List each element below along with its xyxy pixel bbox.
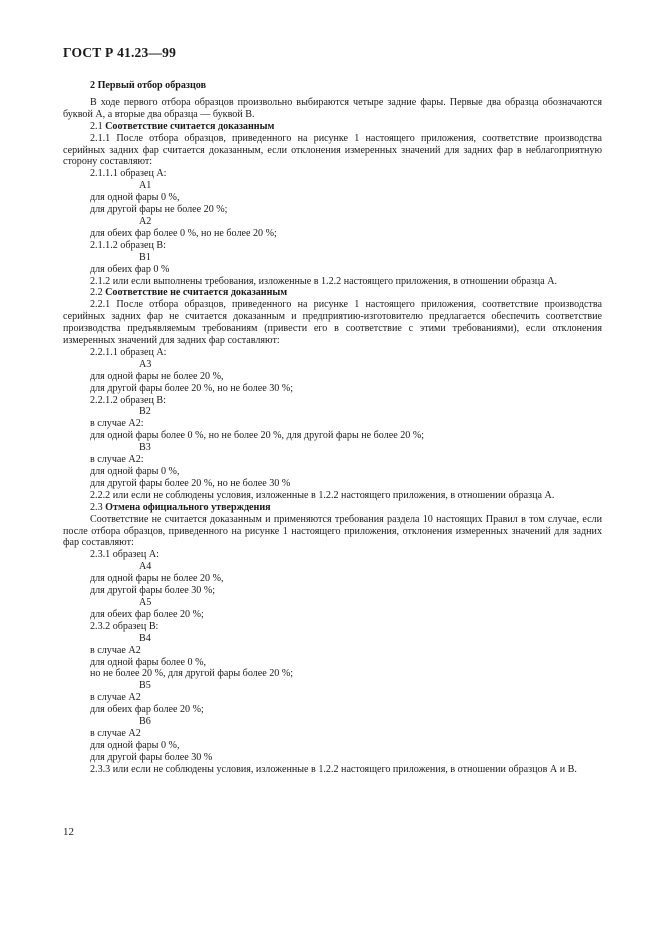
section-number: 2.3 bbox=[90, 501, 106, 513]
text-line: В3 bbox=[139, 442, 151, 454]
section-heading bbox=[90, 287, 602, 299]
text-line: 2.3.1 образец А: bbox=[90, 549, 159, 561]
text-line: В ходе первого отбора образцов произвольно выбираются четыре задние фары. Первые два образца обозначаются буквой А, а вторые два образца — буквой В. bbox=[63, 96, 602, 120]
page-header: ГОСТ Р 41.23—99 bbox=[63, 45, 177, 60]
text-line: в случае А2 bbox=[90, 727, 141, 739]
text-line: 2.1.1.2 образец В: bbox=[90, 239, 166, 251]
chapter-heading: 2 Первый отбор образцов bbox=[90, 80, 207, 91]
text-line: для одной фары 0 %, bbox=[90, 466, 180, 477]
text-line: для другой фары более 30 %; bbox=[90, 585, 216, 597]
text-line: для обеих фар 0 % bbox=[90, 263, 170, 275]
text-line: А3 bbox=[139, 358, 152, 370]
section-title: Отмена официального утверждения bbox=[105, 501, 271, 513]
text-line: Соответствие не считается доказанным и применяются требования раздела 10 настоящих Правил в том случае, если после отбора образцов, приведенного на рисунке 1 настоящего приложения, отклонения измеренных значений для задних фар составляют: bbox=[63, 513, 602, 549]
text-line: 2.1.1.1 образец А: bbox=[90, 168, 167, 180]
text-line: для одной фары более 0 %, но не более 20 %, для другой фары не более 20 %; bbox=[90, 430, 425, 442]
section-number: 2.2 bbox=[90, 287, 106, 299]
text-line: 2.1.1 После отбора образцов, приведенного на рисунке 1 настоящего приложения, соответствие производства серийных задних фар считается доказанным, если отклонения измеренных значений для задних фар в неблагоприятную сторону составляют: bbox=[63, 132, 602, 168]
text-line: для одной фары не более 20 %, bbox=[90, 573, 224, 585]
text-line: 2.2.1 После отбора образцов, приведенного на рисунке 1 настоящего приложения, соответствие производства серийных задних фар не считается доказанным и предприятию-изготовителю предлагается обеспечить соответствие производства предъявляемым требованиям (привести его в соответствие с этими требованиями), если отклонения измеренных значений для задних фар составляют: bbox=[63, 299, 602, 347]
text-line: В5 bbox=[139, 680, 151, 692]
text-line: для другой фары более 30 % bbox=[90, 751, 213, 763]
text-line: 2.2.1.1 образец А: bbox=[90, 346, 167, 358]
text-line: для одной фары 0 %, bbox=[90, 192, 180, 204]
text-line: А4 bbox=[139, 561, 152, 573]
text-line: В1 bbox=[139, 251, 151, 263]
section-heading bbox=[90, 502, 602, 514]
text-line: для обеих фар более 20 %; bbox=[90, 608, 204, 620]
text-line: В6 bbox=[139, 716, 151, 728]
text-line: в случае А2: bbox=[90, 418, 144, 430]
text-line: 2.3.2 образец В: bbox=[90, 620, 159, 632]
text-line: А2 bbox=[139, 215, 152, 227]
text-line: 2.3.3 или если не соблюдены условия, изложенные в 1.2.2 настоящего приложения, в отношении образцов А и В. bbox=[90, 763, 577, 775]
text-line: 2.2.2 или если не соблюдены условия, изложенные в 1.2.2 настоящего приложения, в отношении образца А. bbox=[90, 489, 555, 501]
text-line: для другой фары более 20 %, но не более 30 % bbox=[90, 477, 291, 489]
text-line: 2.1.2 или если выполнены требования, изложенные в 1.2.2 настоящего приложения, в отношении образца А. bbox=[90, 275, 558, 287]
document-body bbox=[63, 80, 602, 776]
text-line: для обеих фар более 0 %, но не более 20 %; bbox=[90, 227, 277, 239]
text-line: для одной фары не более 20 %, bbox=[90, 370, 224, 382]
text-line: 2.2.1.2 образец В: bbox=[90, 394, 166, 406]
text-line: В2 bbox=[139, 406, 151, 418]
text-line: для другой фары не более 20 %; bbox=[90, 204, 228, 216]
text-line: А5 bbox=[139, 596, 152, 608]
section-number: 2.1 bbox=[90, 120, 106, 132]
text-line: но не более 20 %, для другой фары более 20 %; bbox=[90, 668, 294, 680]
text-line: в случае А2: bbox=[90, 454, 144, 466]
page-number: 12 bbox=[63, 826, 74, 838]
text-line: В4 bbox=[139, 632, 151, 644]
text-line: для другой фары более 20 %, но не более 30 %; bbox=[90, 382, 294, 394]
text-line: в случае А2 bbox=[90, 644, 141, 656]
section-title: Соответствие считается доказанным bbox=[105, 120, 275, 132]
text-line: для одной фары 0 %, bbox=[90, 739, 180, 751]
section-heading bbox=[90, 121, 602, 133]
text-line: для обеих фар более 20 %; bbox=[90, 704, 204, 716]
text-line: для одной фары более 0 %, bbox=[90, 656, 207, 668]
text-line: А1 bbox=[139, 180, 152, 192]
text-line: в случае А2 bbox=[90, 692, 141, 704]
section-title: Соответствие не считается доказанным bbox=[105, 287, 288, 299]
